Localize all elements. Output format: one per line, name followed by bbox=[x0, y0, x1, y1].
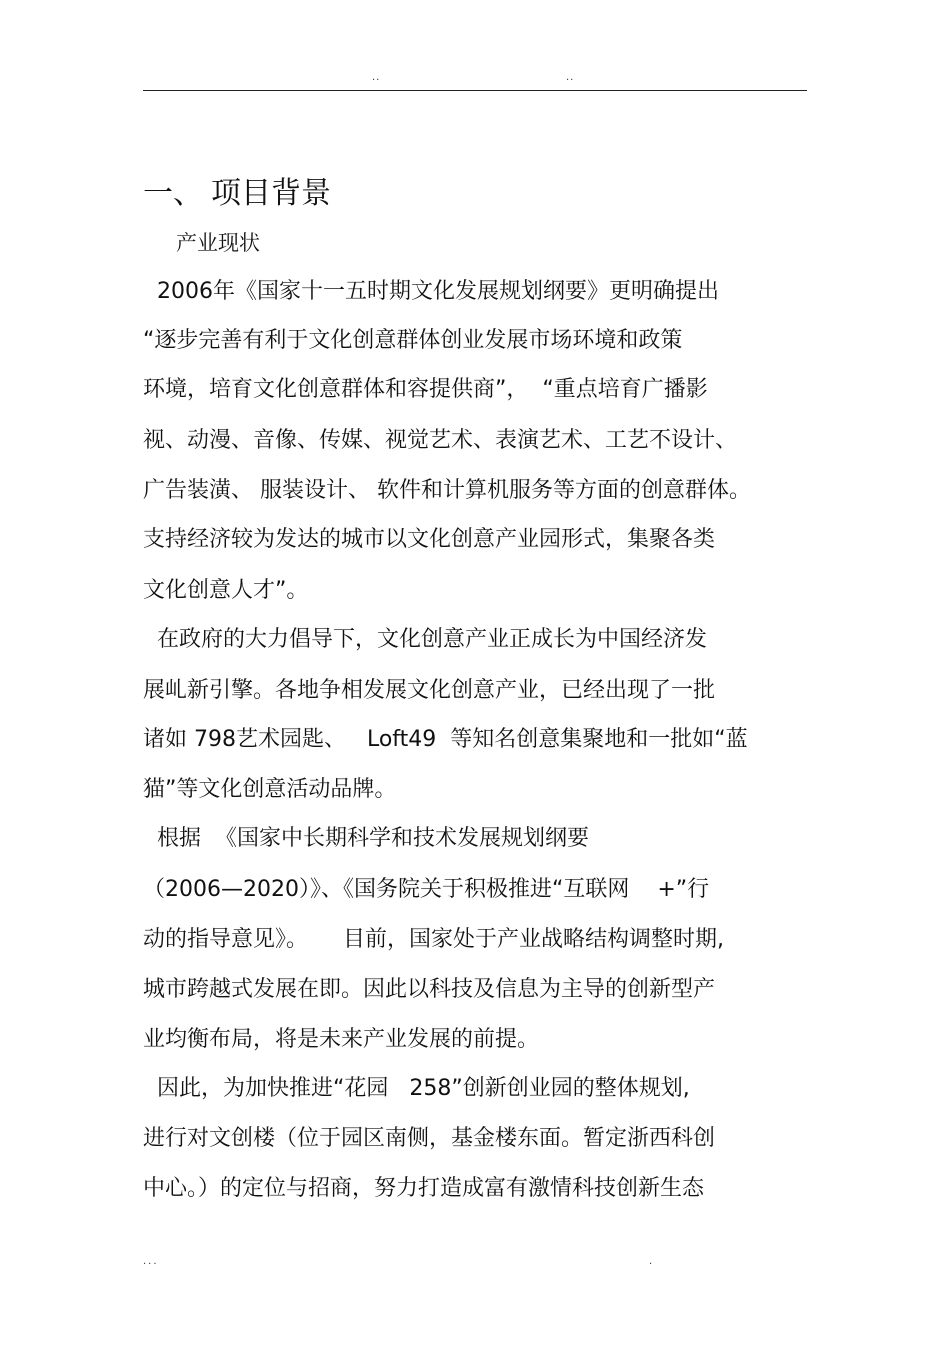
section-heading bbox=[143, 170, 331, 218]
body-line: 支持经济较为发达的城市以文化创意产业园形式，集聚各类 bbox=[143, 527, 716, 552]
body-line: 视、动漫、音像、传媒、视觉艺术、表演艺术、工艺不设计、 bbox=[143, 428, 738, 453]
body-line: 业均衡布局，将是未来产业发展的前提。 bbox=[143, 1027, 540, 1052]
subheading: 产业现状 bbox=[176, 231, 260, 255]
body-line: 中心。）的定位与招商，努力打造成富有激情科技创新生态 bbox=[143, 1176, 705, 1201]
footer-mark-right: . bbox=[649, 1256, 655, 1267]
body-line: 在政府的大力倡导下，文化创意产业正成长为中国经济发 bbox=[143, 627, 707, 652]
body-line: 广告装潢、 服装设计、 软件和计算机服务等方面的创意群体。 bbox=[143, 478, 751, 503]
body-line: 动的指导意见》。 目前，国家处于产业战略结构调整时期, bbox=[143, 927, 724, 952]
body-line: 猫”等文化创意活动品牌。 bbox=[143, 777, 397, 802]
body-line: 文化创意人才”。 bbox=[143, 578, 309, 603]
body-line: 根据 《国家中长期科学和技术发展规划纲要 bbox=[143, 826, 589, 851]
header-rule bbox=[143, 90, 807, 91]
body-line: 进行对文创楼（位于园区南侧，基金楼东面。暂定浙西科创 bbox=[143, 1126, 716, 1151]
body-line: “逐步完善有利于文化创意群体创业发展市场环境和政策 bbox=[143, 328, 683, 353]
footer-mark-left: ... bbox=[143, 1256, 159, 1267]
section-number: 一、 bbox=[143, 176, 203, 211]
body-line: 环境，培育文化创意群体和容提供商”， “重点培育广播影 bbox=[143, 377, 708, 402]
body-line: 2006年《国家十一五时期文化发展规划纲要》更明确提出 bbox=[143, 279, 719, 304]
body-line: 因此，为加快推进“花园 258”创新创业园的整体规划, bbox=[143, 1076, 690, 1101]
section-title: 项目背景 bbox=[211, 176, 331, 211]
body-line: 城市跨越式发展在即。因此以科技及信息为主导的创新型产 bbox=[143, 977, 716, 1002]
body-line: （2006—2020）》、《国务院关于积极推进“互联网 +”行 bbox=[143, 877, 710, 902]
header-mark-right: .. bbox=[566, 72, 575, 83]
body-line: 诸如 798艺术园匙、 Loft49 等知名创意集聚地和一批如“蓝 bbox=[143, 727, 748, 752]
header-mark-left: .. bbox=[372, 72, 381, 83]
body-line: 展乢新引擎。各地争相发展文化创意产业，已经出现了一批 bbox=[143, 678, 716, 703]
